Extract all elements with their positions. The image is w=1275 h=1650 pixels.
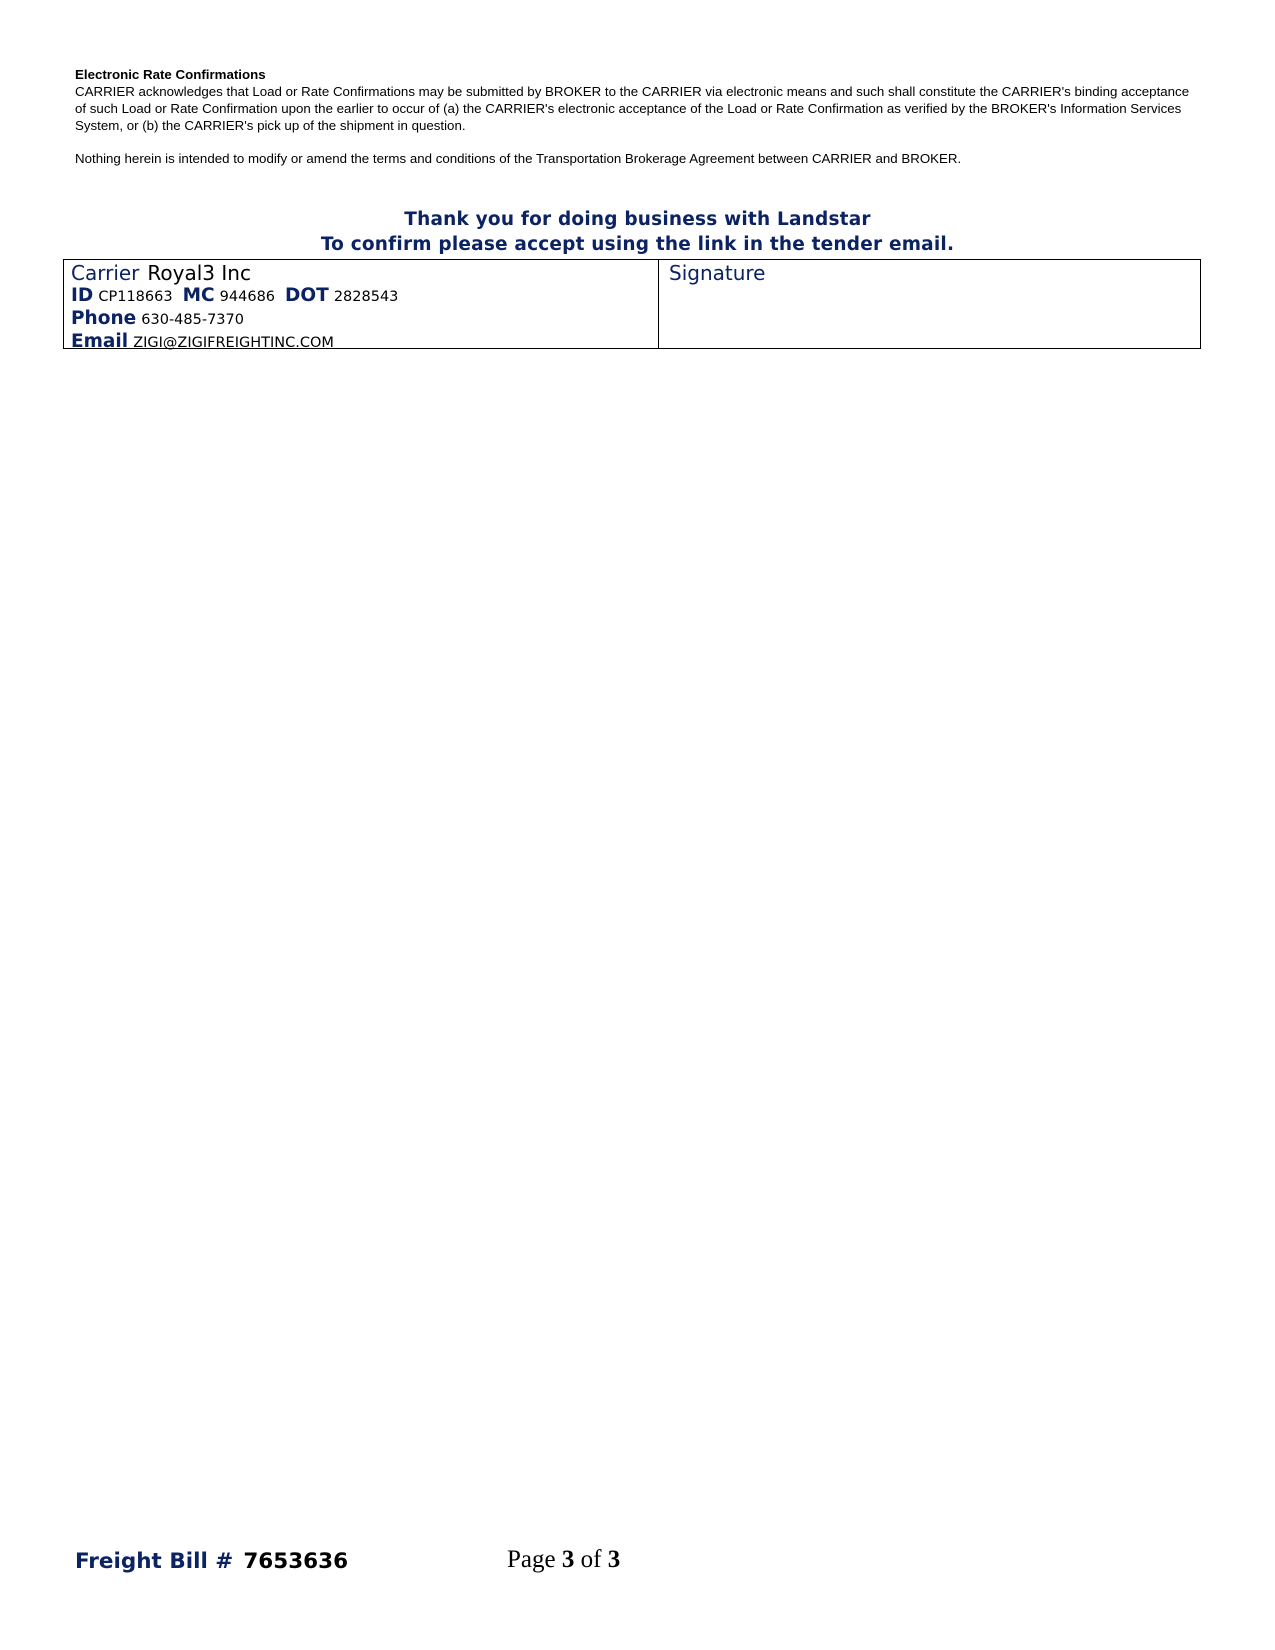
thank-you-line: Thank you for doing business with Landstar (404, 209, 871, 230)
carrier-name: Royal3 Inc (147, 261, 251, 285)
page-number (507, 1546, 620, 1574)
carrier-dot: 2828543 (333, 289, 399, 305)
terms-body: CARRIER acknowledges that Load or Rate Confirmations may be submitted by BROKER to the CARRIER via electronic means and such shall constitute the CARRIER's binding acceptance of such Load or Rate Confirmation upon the earlier to occur of (a) the CARRIER's electronic acceptance of the Load or Rate Confirmation as verified by the BROKER's Information Services System, or (b) the CARRIER's pick up of the shipment in question. (75, 84, 1190, 133)
page-word: Page (507, 1546, 556, 1573)
phone-label: Phone (71, 308, 137, 329)
carrier-mc: 944686 (219, 289, 276, 305)
carrier-phone-row (71, 308, 658, 331)
carrier-email-row (71, 331, 658, 354)
page-of: of (580, 1546, 602, 1573)
carrier-name-row (71, 261, 658, 285)
carrier-id: CP118663 (98, 289, 173, 305)
carrier-email: ZIGI@ZIGIFREIGHTINC.COM (133, 335, 334, 351)
freight-bill-label: Freight Bill # (75, 1549, 234, 1574)
carrier-ids-row (71, 285, 658, 308)
terms-note: Nothing herein is intended to modify or amend the terms and conditions of the Transportation Brokerage Agreement between CARRIER and BROKER. (75, 151, 962, 166)
signature-label: Signature (669, 261, 766, 285)
page-total: 3 (607, 1546, 621, 1573)
carrier-label: Carrier (71, 261, 140, 285)
carrier-signature-box (63, 259, 1201, 352)
signature-field[interactable] (659, 260, 1200, 348)
terms-section (75, 66, 1190, 167)
mc-label: MC (182, 285, 215, 306)
freight-bill-number: 7653636 (243, 1549, 349, 1574)
carrier-phone: 630-485-7370 (141, 312, 244, 328)
confirm-instruction-line: To confirm please accept using the link in the tender email. (320, 234, 955, 255)
thank-you-message (0, 207, 1275, 257)
terms-heading: Electronic Rate Confirmations (75, 67, 266, 82)
id-label: ID (71, 285, 94, 306)
dot-label: DOT (285, 285, 329, 306)
email-label: Email (71, 331, 129, 352)
freight-bill (75, 1549, 348, 1574)
carrier-info (64, 260, 659, 352)
page-current: 3 (561, 1546, 575, 1573)
